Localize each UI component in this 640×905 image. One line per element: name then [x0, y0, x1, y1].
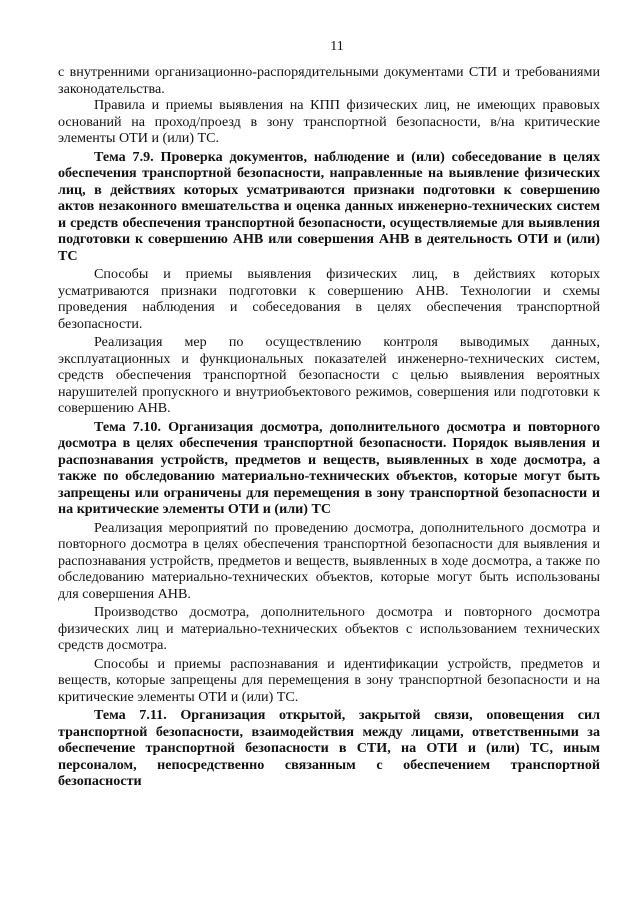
- heading-topic-7-10: Тема 7.10. Организация досмотра, дополнительного досмотра и повторного досмотра в целях обеспечения транспортной безопасности. Порядок выявления и распознавания устройств, предметов и веществ, выявленных в ходе досмотра, а также по обследованию материально-технических объектов, которые могут быть запрещены или ограничены для перемещения в зону транспортной безопасности и на критические элементы ОТИ и (или) ТС: [58, 418, 600, 517]
- paragraph-kpp-rules: Правила и приемы выявления на КПП физических лиц, не имеющих правовых оснований на проход/проезд в зону транспортной безопасности, в/на критические элементы ОТИ и (или) ТС.: [58, 97, 600, 146]
- paragraph-inspection-production: Производство досмотра, дополнительного досмотра и повторного досмотра физических лиц и материально-технических объектов с использованием технических средств досмотра.: [58, 604, 600, 653]
- heading-topic-7-11: Тема 7.11. Организация открытой, закрытой связи, оповещения сил транспортной безопасности, взаимодействия между лицами, ответственными за обеспечение транспортной безопасности в СТИ, на ОТИ и (или) ТС, иным персоналом, непосредственно связанным с обеспечением транспортной безопасности: [58, 707, 600, 789]
- heading-topic-7-9: Тема 7.9. Проверка документов, наблюдение и (или) собеседование в целях обеспечения транспортной безопасности, направленные на выявление физических лиц, в действиях которых усматриваются признаки подготовки к совершению актов незаконного вмешательства и оценка данных инженерно-технических систем и средств обеспечения транспортной безопасности, осуществляемые для выявления подготовки к совершению АНВ или совершения АНВ в деятельность ОТИ и (или) ТС: [58, 148, 600, 264]
- paragraph-recognition-methods: Способы и приемы распознавания и идентификации устройств, предметов и веществ, которые запрещены для перемещения в зону транспортной безопасности и на критические элементы ОТИ и (или) ТС.: [58, 655, 600, 705]
- paragraph-control-measures: Реализация мер по осуществлению контроля выводимых данных, эксплуатационных и функциональных показателей инженерно-технических систем, средств обеспечения транспортной безопасности с целью выявления вероятных нарушителей пропускного и внутриобъектового режимов, совершения или подготовки к совершению АНВ.: [58, 334, 600, 416]
- paragraph-continuation: с внутренними организационно-распорядительными документами СТИ и требованиями законодательства.: [58, 64, 600, 97]
- paragraph-detection-methods: Способы и приемы выявления физических лиц, в действиях которых усматриваются признаки подготовки к совершению АНВ. Технологии и схемы проведения наблюдения и собеседования в целях обеспечения транспортной безопасности.: [58, 266, 600, 332]
- page-number: 11: [330, 39, 344, 54]
- paragraph-inspection-measures: Реализация мероприятий по проведению досмотра, дополнительного досмотра и повторного досмотра в целях обеспечения транспортной безопасности для выявления и распознавания устройств, предметов и веществ, выявленных в ходе досмотра, а также по обследованию материально-технических объектов, которые могут быть использованы для совершения АНВ.: [58, 519, 600, 602]
